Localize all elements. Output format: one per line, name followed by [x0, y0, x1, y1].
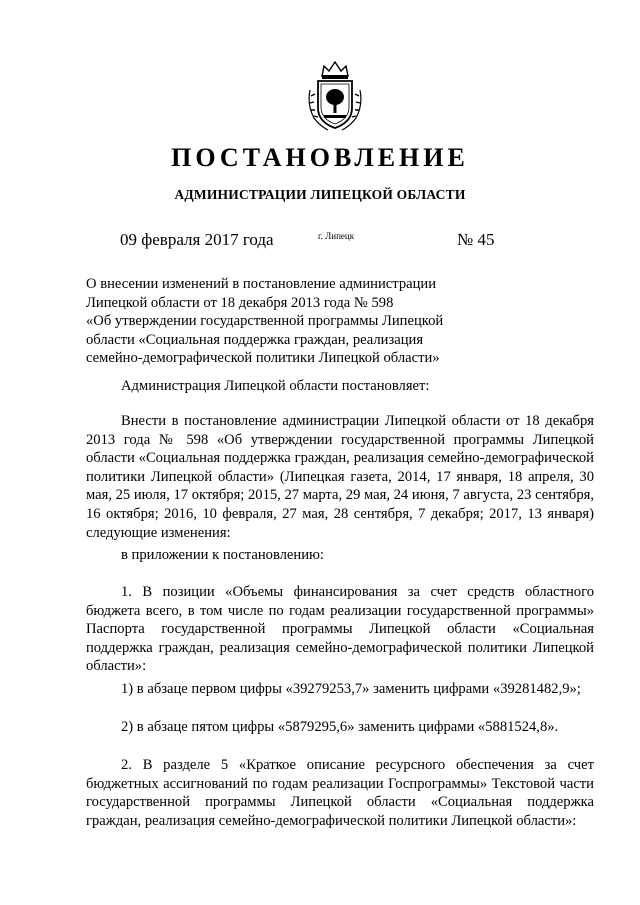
document-number: № 45: [457, 230, 495, 249]
item-1-paragraph: 1. В позиции «Объемы финансирования за счет средств областного бюджета всего, в том числе по годам реализации государственной программы» Паспорта государственной программы Липецкой области «Социальная поддержка граждан, реализация семейно-демографической политики Липецкой области»:: [86, 584, 594, 675]
intro-paragraph: Внести в постановление администрации Липецкой области от 18 декабря 2013 года № 598 «Об утверждении государственной программы Липецкой области «Социальная поддержка граждан, реализация семейно-демографической политики Липецкой области» (Липецкая газета, 2014, 17 января, 18 апреля, 30 мая, 25 июля, 17 октября; 2015, 27 марта, 29 мая, 24 июня, 7 августа, 23 сентября, 16 октября; 2016, 10 февраля, 27 мая, 28 сентября, 7 декабря; 2017, 13 января) следующие изменения:: [86, 413, 594, 541]
subject-line: семейно-демографической политики Липецкой области»: [86, 350, 440, 367]
document-subject: [86, 275, 546, 368]
lipetsk-coat-of-arms-icon: [306, 60, 364, 132]
decree-statement: Администрация Липецкой области постановляет:: [121, 378, 430, 394]
issuing-authority: АДМИНИСТРАЦИИ ЛИПЕЦКОЙ ОБЛАСТИ: [174, 187, 466, 202]
item-1-subitem-2: 2) в абзаце пятом цифры «5879295,6» заменить цифрами «5881524,8».: [121, 719, 559, 735]
document-date: 09 февраля 2017 года: [120, 230, 274, 249]
item-2-paragraph: 2. В разделе 5 «Краткое описание ресурсного обеспечения за счет бюджетных ассигнований по годам реализации Госпрограммы» Текстовой части государственной программы Липецкой области «Социальная поддержка граждан, реализация семейно-демографической политики Липецкой области»:: [86, 757, 594, 829]
document-city: г. Липецк: [318, 231, 355, 241]
document-title: ПОСТАНОВЛЕНИЕ: [171, 143, 469, 172]
subject-line: Липецкой области от 18 декабря 2013 года № 598: [86, 294, 394, 311]
item-1-subitem-1: 1) в абзаце первом цифры «39279253,7» заменить цифрами «39281482,9»;: [121, 681, 581, 697]
subject-line: О внесении изменений в постановление администрации: [86, 276, 437, 292]
subject-line: «Об утверждении государственной программы Липецкой: [86, 313, 444, 330]
subject-line: области «Социальная поддержка граждан, реализация: [86, 331, 424, 348]
appendix-paragraph: в приложении к постановлению:: [121, 547, 324, 563]
